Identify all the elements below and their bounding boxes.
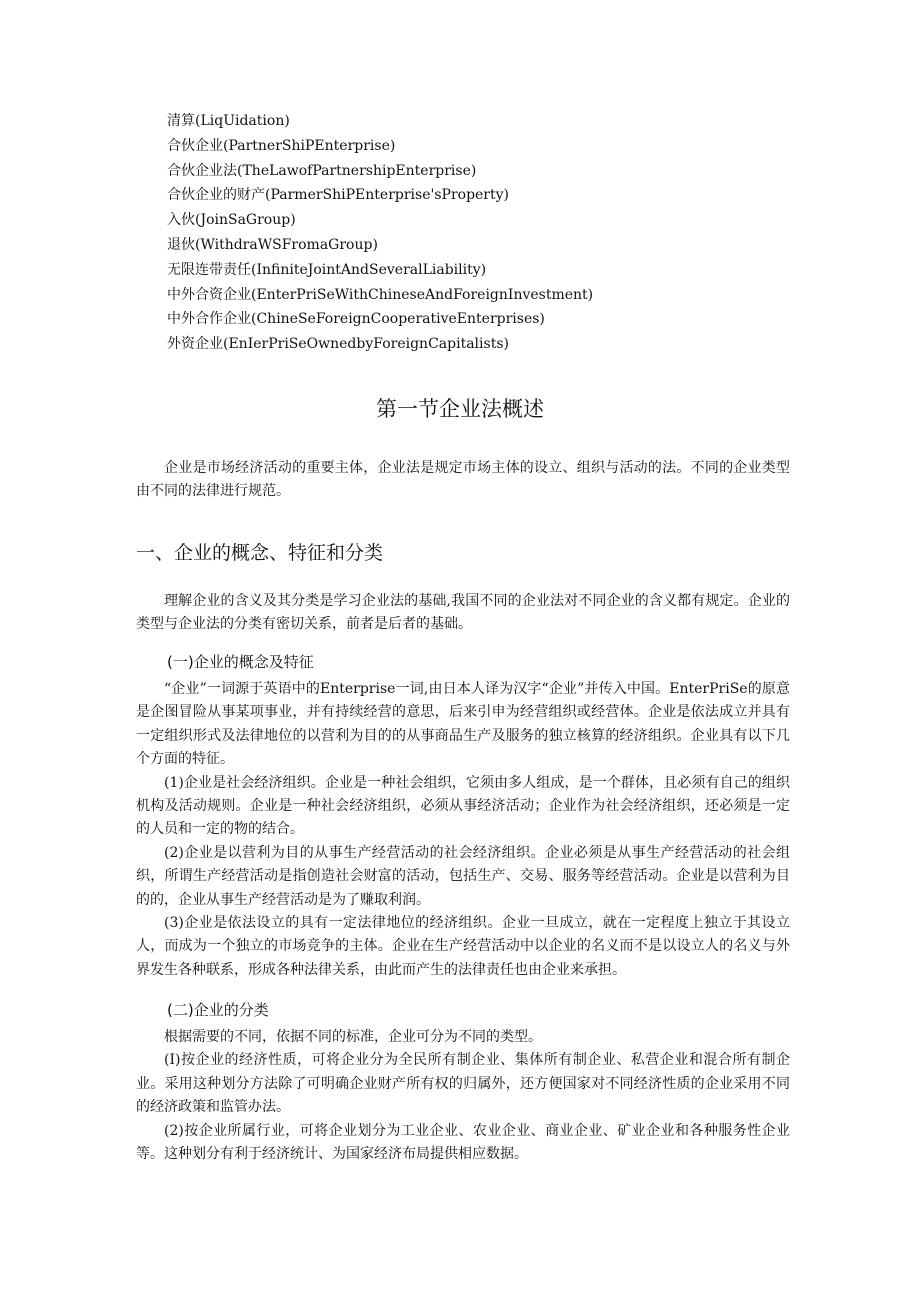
body-paragraph: 根据需要的不同，依据不同的标准，企业可分为不同的类型。 bbox=[164, 1029, 542, 1045]
heading1-paragraph: 理解企业的含义及其分类是学习企业法的基础,我国不同的企业法对不同企业的含义都有规定。企业的类型与企业法的分类有密切关系，前者是后者的基础。 bbox=[136, 593, 790, 633]
intro-paragraph: 企业是市场经济活动的重要主体，企业法是规定市场主体的设立、组织与活动的法。不同的企业类型由不同的法律进行规范。 bbox=[136, 460, 790, 500]
glossary-term: 清算(LiqUidation) bbox=[167, 113, 290, 129]
heading-concept-features-classification: 一、企业的概念、特征和分类 bbox=[136, 542, 384, 564]
glossary-term: 入伙(JoinSaGroup) bbox=[167, 212, 296, 229]
intro-paragraph-block bbox=[136, 457, 790, 504]
subheading-concept-features: (一)企业的概念及特征 bbox=[167, 653, 314, 671]
glossary-list bbox=[167, 109, 807, 357]
classification-body bbox=[136, 1026, 790, 1166]
body-paragraph: (1)企业是社会经济组织。企业是一种社会组织，它须由多人组成，是一个群体，且必须有自己的组织机构及活动规则。企业是一种社会经济组织，必须从事经济活动；企业作为社会经济组织，还必须是一定的人员和一定的物的结合。 bbox=[136, 774, 790, 838]
heading1-paragraph-block bbox=[136, 590, 790, 637]
glossary-term: 外资企业(EnIerPriSeOwnedbyForeignCapitalists) bbox=[167, 336, 509, 353]
glossary-term: 合伙企业的财产(ParmerShiPEnterprise'sProperty) bbox=[167, 187, 510, 204]
body-paragraph: (I)按企业的经济性质，可将企业分为全民所有制企业、集体所有制企业、私营企业和混合所有制企业。采用这种划分方法除了可明确企业财产所有权的归属外，还方便国家对不同经济性质的企业采用不同的经济政策和监管办法。 bbox=[136, 1052, 790, 1116]
body-paragraph: (2)企业是以营利为目的从事生产经营活动的社会经济组织。企业必须是从事生产经营活动的社会组织，所谓生产经营活动是指创造社会财富的活动，包括生产、交易、服务等经营活动。企业是以营利为目的的，企业从事生产经营活动是为了赚取利润。 bbox=[136, 844, 790, 908]
section-title: 第一节企业法概述 bbox=[376, 397, 544, 421]
glossary-term: 退伙(WithdraWSFromaGroup) bbox=[167, 236, 378, 253]
body-paragraph: (2)按企业所属行业，可将企业划分为工业企业、农业企业、商业企业、矿业企业和各种服务性企业等。这种划分有利于经济统计、为国家经济布局提供相应数据。 bbox=[136, 1122, 790, 1163]
glossary-term: 合伙企业(PartnerShiPEnterprise) bbox=[167, 137, 396, 154]
subheading-classification: (二)企业的分类 bbox=[167, 1001, 269, 1019]
glossary-term: 无限连带责任(InfiniteJointAndSeveralLiability) bbox=[167, 261, 487, 278]
glossary-term: 中外合作企业(ChineSeForeignCooperativeEnterprises) bbox=[167, 311, 545, 328]
glossary-term: 中外合资企业(EnterPriSeWithChineseAndForeignInvestment) bbox=[167, 286, 594, 303]
concept-features-body bbox=[136, 678, 790, 982]
body-paragraph: (3)企业是依法设立的具有一定法律地位的经济组织。企业一旦成立，就在一定程度上独立于其设立人，而成为一个独立的市场竞争的主体。企业在生产经营活动中以企业的名义而不是以设立人的名义与外界发生各种联系，形成各种法律关系，由此而产生的法律责任也由企业来承担。 bbox=[136, 915, 790, 978]
body-paragraph: “企业”一词源于英语中的Enterprise一词,由日本人译为汉字“企业”并传入中国。EnterPriSe的原意是企图冒险从事某项事业，并有持续经营的意思，后来引申为经营组织或经营体。企业是依法成立并具有一定组织形式及法律地位的以营利为目的的从事商品生产及服务的独立核算的经济组织。企业具有以下几个方面的特征。 bbox=[136, 681, 790, 768]
glossary-term: 合伙企业法(TheLawofPartnershipEnterprise) bbox=[167, 162, 477, 179]
